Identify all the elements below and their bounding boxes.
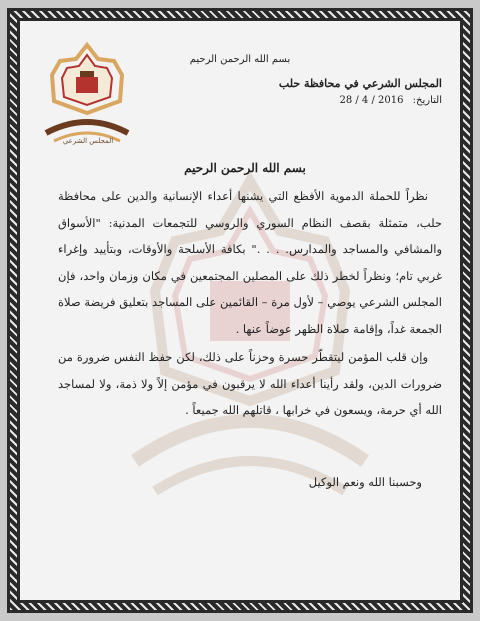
council-name: المجلس الشرعي في محافظة حلب bbox=[278, 77, 442, 90]
closing-line: وحسبنا الله ونعم الوكيل bbox=[308, 475, 422, 489]
paragraph: نظراً للحملة الدموية الأفظع التي يشنها أعداء الإنسانية والدين على محافظة حلب، متمثلة بقصف النظام السوري والروسي للتجمعات المدنية: "الأسواق والمشافي والمساجد والمدارس. . . ." بكافة الأسلحة والأوقات، وبتأييد وإغراء غربي تام؛ ونظراً لخطر ذلك على المصلين المجتمعين في مكان وزمان واحد، فإن المجلس الشرعي يوصي – لأول مرة – القائمين على المساجد بتعليق فريضة صلاة الجمعة غداً، وإقامة صلاة الظهر عوضاً عنها . bbox=[58, 189, 442, 336]
date-line bbox=[242, 95, 442, 106]
logo-caption: المجلس الشرعي bbox=[62, 137, 114, 145]
document-page bbox=[20, 21, 460, 600]
date-value: 28 / 4 / 2016 bbox=[339, 95, 404, 106]
header-basmala: بسم الله الرحمن الرحيم bbox=[189, 54, 291, 65]
decorative-frame bbox=[7, 8, 473, 613]
date-label: التاريخ: bbox=[412, 95, 442, 106]
document-title: بسم الله الرحمن الرحيم bbox=[184, 161, 306, 175]
statement-body bbox=[58, 183, 442, 424]
paragraph: وإن قلب المؤمن ليتقطّر حسرة وحزناً على ذلك، لكن حفظ النفس ضرورة من ضرورات الدين، ولقد رأينا أعداء الله لا يرقبون في مؤمن إلاً ولا ذمة، ولا لمساجد الله أي حرمة، ويسعون في خرابها ، قاتلهم الله جميعاً . bbox=[58, 350, 442, 417]
